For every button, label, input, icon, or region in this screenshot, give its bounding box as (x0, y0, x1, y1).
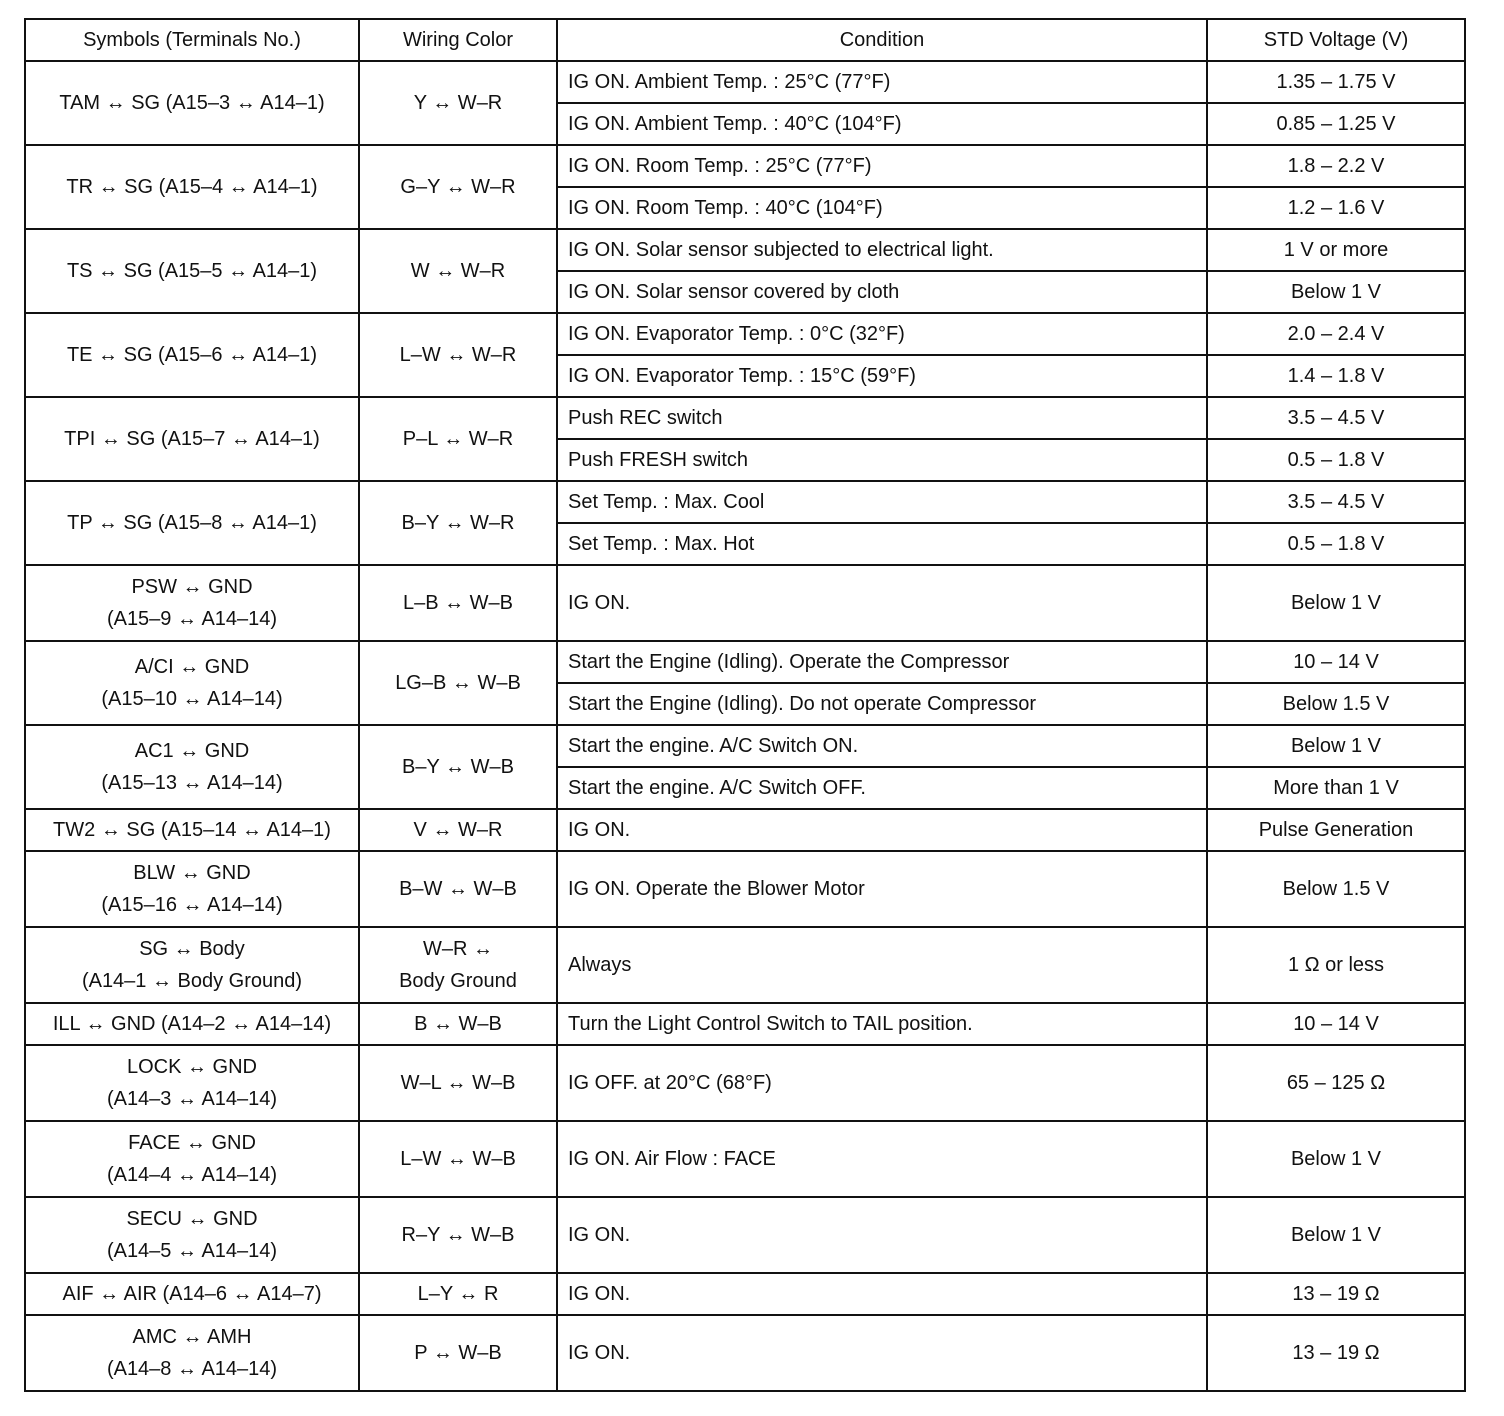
table-body (25, 61, 1465, 1391)
table-row (25, 927, 1465, 1003)
header-symbols: Symbols (Terminals No.) (25, 19, 359, 61)
wiring-color-cell (359, 1045, 557, 1121)
terminal-voltage-table (24, 18, 1466, 1392)
symbol-cell (25, 313, 359, 397)
header-std-voltage: STD Voltage (V) (1207, 19, 1465, 61)
std-voltage-cell: 3.5 – 4.5 V (1207, 481, 1465, 523)
symbol-cell (25, 481, 359, 565)
wiring-color-text: B–Y ↔ W–R (401, 512, 515, 534)
condition-cell: Start the Engine (Idling). Do not operate Compressor (557, 683, 1207, 725)
wiring-color-cell (359, 809, 557, 851)
table-row (25, 809, 1465, 851)
symbol-cell (25, 229, 359, 313)
symbol-cell (25, 1045, 359, 1121)
condition-cell: Set Temp. : Max. Cool (557, 481, 1207, 523)
std-voltage-cell: Below 1.5 V (1207, 683, 1465, 725)
condition-cell: IG ON. Evaporator Temp. : 15°C (59°F) (557, 355, 1207, 397)
std-voltage-cell: 0.5 – 1.8 V (1207, 439, 1465, 481)
condition-cell: IG ON. Air Flow : FACE (557, 1121, 1207, 1197)
std-voltage-cell: 1.8 – 2.2 V (1207, 145, 1465, 187)
std-voltage-cell: Below 1 V (1207, 725, 1465, 767)
std-voltage-cell: 0.5 – 1.8 V (1207, 523, 1465, 565)
symbol-text: TS ↔ SG (A15–5 ↔ A14–1) (66, 260, 318, 282)
table-row (25, 1273, 1465, 1315)
std-voltage-cell: 1 Ω or less (1207, 927, 1465, 1003)
condition-cell: Turn the Light Control Switch to TAIL position. (557, 1003, 1207, 1045)
condition-cell: IG ON. Room Temp. : 40°C (104°F) (557, 187, 1207, 229)
table-row (25, 1315, 1465, 1391)
table-row (25, 641, 1465, 683)
wiring-color-text: B–W ↔ W–B (399, 878, 517, 900)
symbol-cell (25, 565, 359, 641)
symbol-text: (A14–1 ↔ Body Ground) (81, 970, 303, 992)
symbol-text: ILL ↔ GND (A14–2 ↔ A14–14) (52, 1013, 332, 1035)
std-voltage-cell: 1.4 – 1.8 V (1207, 355, 1465, 397)
wiring-color-text: L–W ↔ W–B (400, 1148, 516, 1170)
symbol-text: (A15–10 ↔ A14–14) (101, 688, 283, 710)
wiring-color-cell (359, 565, 557, 641)
condition-cell: Start the engine. A/C Switch OFF. (557, 767, 1207, 809)
condition-cell: Start the engine. A/C Switch ON. (557, 725, 1207, 767)
table-row (25, 851, 1465, 927)
symbol-text: A/CI ↔ GND (134, 656, 250, 678)
symbol-cell (25, 1121, 359, 1197)
std-voltage-cell: 1.2 – 1.6 V (1207, 187, 1465, 229)
wiring-color-text: B ↔ W–B (414, 1013, 502, 1035)
std-voltage-cell: Below 1 V (1207, 271, 1465, 313)
wiring-color-text: B–Y ↔ W–B (402, 756, 514, 778)
symbol-cell (25, 397, 359, 481)
std-voltage-cell: 1.35 – 1.75 V (1207, 61, 1465, 103)
symbol-text: LOCK ↔ GND (126, 1056, 258, 1078)
std-voltage-cell: 13 – 19 Ω (1207, 1315, 1465, 1391)
wiring-color-cell (359, 145, 557, 229)
symbol-cell (25, 1273, 359, 1315)
condition-cell: Start the Engine (Idling). Operate the Compressor (557, 641, 1207, 683)
symbol-text: (A14–5 ↔ A14–14) (106, 1240, 278, 1262)
table-row (25, 1045, 1465, 1121)
symbol-text: FACE ↔ GND (128, 1132, 256, 1154)
symbol-cell (25, 1197, 359, 1273)
condition-cell: IG ON. (557, 1273, 1207, 1315)
symbol-cell (25, 1003, 359, 1045)
symbol-text: (A14–4 ↔ A14–14) (106, 1164, 278, 1186)
wiring-color-text: G–Y ↔ W–R (400, 176, 516, 198)
wiring-color-text: Body Ground (399, 970, 517, 992)
condition-cell: IG ON. Solar sensor covered by cloth (557, 271, 1207, 313)
header-condition: Condition (557, 19, 1207, 61)
symbol-text: BLW ↔ GND (133, 862, 251, 884)
std-voltage-cell: Below 1 V (1207, 565, 1465, 641)
table-header-row (25, 19, 1465, 61)
std-voltage-cell: Pulse Generation (1207, 809, 1465, 851)
symbol-text: SG ↔ Body (139, 938, 245, 960)
symbol-text: AC1 ↔ GND (134, 740, 250, 762)
symbol-text: SECU ↔ GND (126, 1208, 258, 1230)
symbol-text: (A14–3 ↔ A14–14) (106, 1088, 278, 1110)
symbol-text: AMC ↔ AMH (132, 1326, 252, 1348)
wiring-color-cell (359, 313, 557, 397)
wiring-color-text: W ↔ W–R (410, 260, 506, 282)
condition-cell: Push FRESH switch (557, 439, 1207, 481)
symbol-text: TPI ↔ SG (A15–7 ↔ A14–1) (64, 428, 320, 450)
wiring-color-text: W–L ↔ W–B (400, 1072, 516, 1094)
condition-cell: IG ON. Ambient Temp. : 25°C (77°F) (557, 61, 1207, 103)
symbol-text: PSW ↔ GND (131, 576, 253, 598)
symbol-text: TAM ↔ SG (A15–3 ↔ A14–1) (59, 92, 325, 114)
wiring-color-text: L–W ↔ W–R (399, 344, 517, 366)
wiring-color-cell (359, 397, 557, 481)
symbol-text: (A15–9 ↔ A14–14) (106, 608, 278, 630)
table-row (25, 313, 1465, 355)
symbol-cell (25, 809, 359, 851)
wiring-color-cell (359, 1003, 557, 1045)
symbol-text: TR ↔ SG (A15–4 ↔ A14–1) (66, 176, 318, 198)
std-voltage-cell: 3.5 – 4.5 V (1207, 397, 1465, 439)
std-voltage-cell: Below 1 V (1207, 1197, 1465, 1273)
table-row (25, 725, 1465, 767)
wiring-color-text: Y ↔ W–R (413, 92, 503, 114)
symbol-text: TE ↔ SG (A15–6 ↔ A14–1) (66, 344, 318, 366)
wiring-color-text: L–B ↔ W–B (402, 592, 514, 614)
condition-cell: Push REC switch (557, 397, 1207, 439)
symbol-text: AIF ↔ AIR (A14–6 ↔ A14–7) (62, 1283, 322, 1305)
symbol-cell (25, 145, 359, 229)
symbol-text: (A14–8 ↔ A14–14) (106, 1358, 278, 1380)
condition-cell: IG ON. (557, 809, 1207, 851)
symbol-text: TP ↔ SG (A15–8 ↔ A14–1) (67, 512, 317, 534)
wiring-color-cell (359, 481, 557, 565)
wiring-color-cell (359, 851, 557, 927)
wiring-color-cell (359, 927, 557, 1003)
wiring-color-text: P–L ↔ W–R (402, 428, 514, 450)
terminal-voltage-table-wrapper (24, 18, 1466, 1392)
symbol-cell (25, 725, 359, 809)
table-row (25, 61, 1465, 103)
table-row (25, 1197, 1465, 1273)
std-voltage-cell: More than 1 V (1207, 767, 1465, 809)
condition-cell: IG ON. Room Temp. : 25°C (77°F) (557, 145, 1207, 187)
wiring-color-text: L–Y ↔ R (417, 1283, 499, 1305)
wiring-color-cell (359, 641, 557, 725)
wiring-color-text: P ↔ W–B (414, 1342, 502, 1364)
wiring-color-text: W–R ↔ (423, 938, 493, 960)
table-row (25, 229, 1465, 271)
table-row (25, 397, 1465, 439)
symbol-text: (A15–13 ↔ A14–14) (101, 772, 283, 794)
condition-cell: IG ON. Ambient Temp. : 40°C (104°F) (557, 103, 1207, 145)
condition-cell: IG ON. Evaporator Temp. : 0°C (32°F) (557, 313, 1207, 355)
std-voltage-cell: 10 – 14 V (1207, 641, 1465, 683)
header-wiring-color: Wiring Color (359, 19, 557, 61)
wiring-color-cell (359, 61, 557, 145)
condition-cell: Always (557, 927, 1207, 1003)
symbol-text: (A15–16 ↔ A14–14) (101, 894, 283, 916)
std-voltage-cell: 2.0 – 2.4 V (1207, 313, 1465, 355)
std-voltage-cell: 10 – 14 V (1207, 1003, 1465, 1045)
table-row (25, 145, 1465, 187)
wiring-color-text: LG–B ↔ W–B (395, 672, 521, 694)
wiring-color-cell (359, 1273, 557, 1315)
condition-cell: IG ON. Operate the Blower Motor (557, 851, 1207, 927)
symbol-cell (25, 61, 359, 145)
std-voltage-cell: 13 – 19 Ω (1207, 1273, 1465, 1315)
symbol-cell (25, 1315, 359, 1391)
symbol-cell (25, 851, 359, 927)
wiring-color-cell (359, 1197, 557, 1273)
table-row (25, 481, 1465, 523)
wiring-color-cell (359, 725, 557, 809)
symbol-cell (25, 927, 359, 1003)
std-voltage-cell: 1 V or more (1207, 229, 1465, 271)
symbol-cell (25, 641, 359, 725)
wiring-color-text: R–Y ↔ W–B (401, 1224, 515, 1246)
condition-cell: IG ON. (557, 565, 1207, 641)
table-row (25, 1121, 1465, 1197)
condition-cell: IG ON. Solar sensor subjected to electrical light. (557, 229, 1207, 271)
wiring-color-text: V ↔ W–R (413, 819, 503, 841)
condition-cell: Set Temp. : Max. Hot (557, 523, 1207, 565)
table-row (25, 565, 1465, 641)
condition-cell: IG ON. (557, 1315, 1207, 1391)
condition-cell: IG ON. (557, 1197, 1207, 1273)
condition-cell: IG OFF. at 20°C (68°F) (557, 1045, 1207, 1121)
std-voltage-cell: 0.85 – 1.25 V (1207, 103, 1465, 145)
std-voltage-cell: Below 1 V (1207, 1121, 1465, 1197)
wiring-color-cell (359, 229, 557, 313)
symbol-text: TW2 ↔ SG (A15–14 ↔ A14–1) (53, 819, 331, 841)
std-voltage-cell: Below 1.5 V (1207, 851, 1465, 927)
wiring-color-cell (359, 1121, 557, 1197)
table-row (25, 1003, 1465, 1045)
wiring-color-cell (359, 1315, 557, 1391)
std-voltage-cell: 65 – 125 Ω (1207, 1045, 1465, 1121)
